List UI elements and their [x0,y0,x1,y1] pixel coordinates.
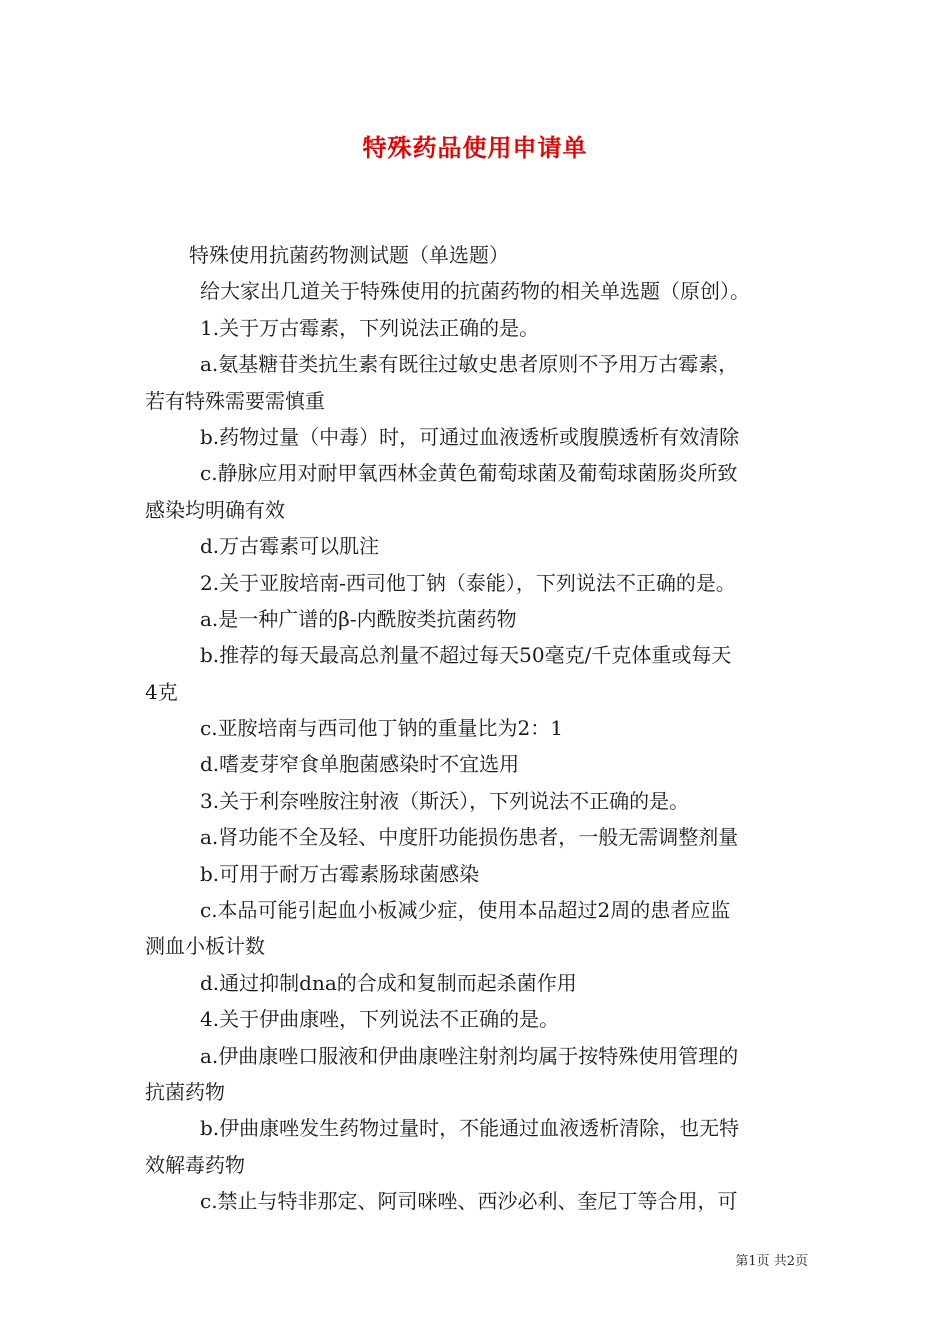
option-1c-continued: 感染均明确有效 [145,497,285,522]
option-1c: c.静脉应用对耐甲氧西林金黄色葡萄球菌及葡萄球菌肠炎所致 [200,461,738,486]
section-heading: 特殊使用抗菌药物测试题（单选题） [189,243,509,267]
option-3d: d.通过抑制dna的合成和复制而起杀菌作用 [200,970,577,995]
option-4c: c.禁止与特非那定、阿司咪唑、西沙必利、奎尼丁等合用，可 [200,1189,738,1214]
option-3c-continued: 测血小板计数 [145,934,265,959]
option-2c: c.亚胺培南与西司他丁钠的重量比为2：1 [200,716,564,741]
question-1: 1.关于万古霉素，下列说法正确的是。 [200,315,540,340]
question-2: 2.关于亚胺培南-西司他丁钠（泰能），下列说法不正确的是。 [200,570,736,595]
option-1a: a.氨基糖苷类抗生素有既往过敏史患者原则不予用万古霉素， [200,352,739,377]
question-4: 4.关于伊曲康唑，下列说法不正确的是。 [200,1007,560,1032]
option-4b-continued: 效解毒药物 [145,1152,245,1177]
option-2b-continued: 4克 [145,679,178,704]
option-3b: b.可用于耐万古霉素肠球菌感染 [200,861,480,886]
document-body [145,237,817,1220]
option-1a-continued: 若有特殊需要需慎重 [145,388,325,413]
page-title: 特殊药品使用申请单 [362,134,588,162]
option-1d: d.万古霉素可以肌注 [200,534,380,559]
option-4a: a.伊曲康唑口服液和伊曲康唑注射剂均属于按特殊使用管理的 [200,1043,739,1068]
option-3c: c.本品可能引起血小板减少症，使用本品超过2周的患者应监 [200,898,731,923]
option-4b: b.伊曲康唑发生药物过量时，不能通过血液透析清除，也无特 [200,1116,740,1141]
option-2b: b.推荐的每天最高总剂量不超过每天50毫克/千克体重或每天 [200,643,732,668]
option-3a: a.肾功能不全及轻、中度肝功能损伤患者，一般无需调整剂量 [200,825,739,850]
option-4a-continued: 抗菌药物 [145,1079,225,1104]
option-2d: d.嗜麦芽窄食单胞菌感染时不宜选用 [200,752,520,777]
intro-paragraph: 给大家出几道关于特殊使用的抗菌药物的相关单选题（原创）。 [200,279,750,304]
option-2a: a.是一种广谱的β-内酰胺类抗菌药物 [200,606,517,631]
option-1b: b.药物过量（中毒）时，可通过血液透析或腹膜透析有效清除 [200,424,740,449]
page-number-footer: 第1页 共2页 [735,1254,808,1269]
question-3: 3.关于利奈唑胺注射液（斯沃），下列说法不正确的是。 [200,788,690,813]
